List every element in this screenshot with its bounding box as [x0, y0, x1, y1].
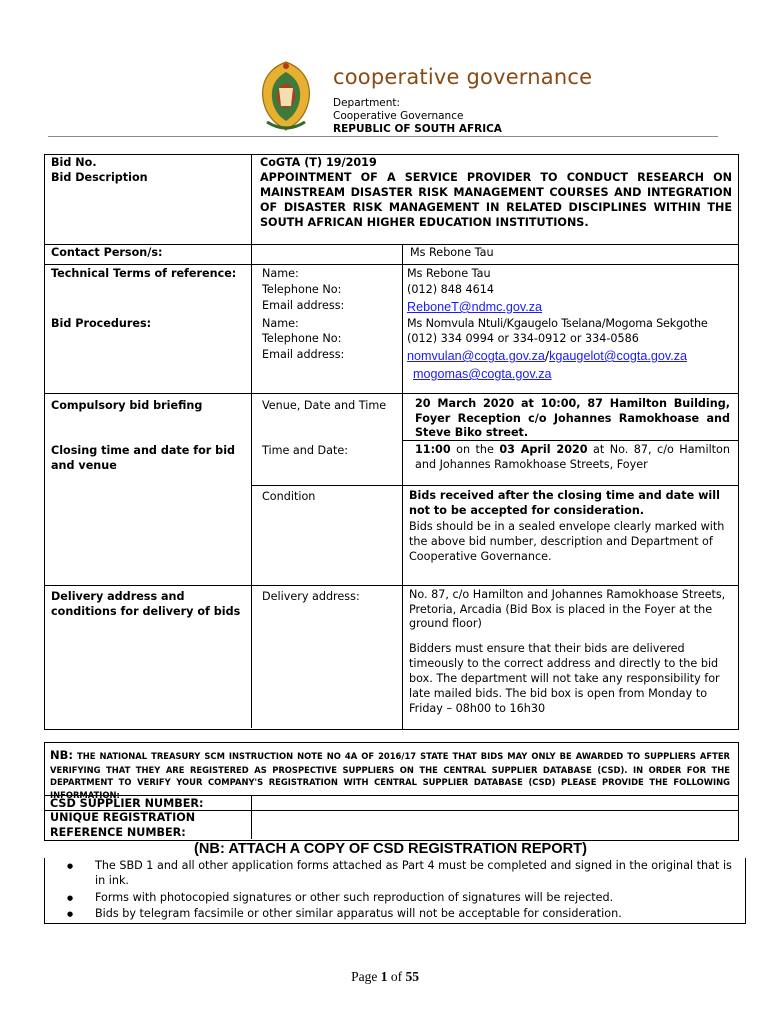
proc-email-line: [407, 348, 687, 365]
closing-time-value: [415, 443, 730, 472]
table-divider: [44, 244, 738, 245]
bid-procedures-label: Bid Procedures:: [51, 317, 152, 330]
closing-date: 03 April 2020: [499, 443, 588, 456]
proc-email-link-1[interactable]: nomvulan@cogta.gov.za: [407, 349, 545, 363]
tech-name-label: Name:: [262, 267, 299, 280]
closing-time-mid-label: Time and Date:: [262, 444, 349, 457]
list-item: ● The SBD 1 and all other application forms attached as Part 4 must be completed and signed in the original that is in ink.: [67, 859, 732, 887]
tech-telephone-label: Telephone No:: [262, 283, 342, 296]
reference-number-label: REFERENCE NUMBER:: [50, 826, 186, 839]
tech-name-value: Ms Rebone Tau: [407, 267, 491, 280]
country-name: REPUBLIC OF SOUTH AFRICA: [333, 123, 502, 136]
contact-person-label: Contact Person/s:: [51, 246, 163, 259]
delivery-note: Bidders must ensure that their bids are delivered timeously to the correct address and directly to the bid box. The department will not take any responsibility for late mailed bids. The bid box is open from Monday to Friday – 08h00 to 16h30: [409, 642, 720, 715]
bid-no-label: Bid No.: [51, 156, 97, 169]
nb-notice-text: [44, 745, 736, 801]
bid-briefing-label: Compulsory bid briefing: [51, 399, 203, 412]
page-number: Page 1 of 55: [351, 969, 419, 984]
tech-telephone-value: (012) 848 4614: [407, 283, 495, 296]
condition-warning: Bids received after the closing time and date will not to be accepted for consideration.: [409, 489, 720, 517]
tech-email-label: Email address:: [262, 299, 345, 312]
unique-registration-label: UNIQUE REGISTRATION: [50, 811, 196, 824]
closing-time-label: Closing time and date for bid and venue: [51, 444, 236, 472]
bid-description-label: Bid Description: [51, 171, 148, 184]
bid-description-value: APPOINTMENT OF A SERVICE PROVIDER TO CONDUCT RESEARCH ON MAINSTREAM DISASTER RISK MANAGEMENT COURSES AND INTEGRATION OF DISASTER RISK MANAGEMENT IN RELATED DISCIPLINES WITHIN THE SOUTH AFRICAN HIGHER EDUCATION INSTITUTIONS.: [260, 171, 732, 229]
table-divider: [402, 244, 403, 729]
bullet-icon: ●: [67, 910, 74, 919]
list-item: ● Forms with photocopied signatures or other such reproduction of signatures will be rejected.: [67, 890, 614, 904]
closing-time: 11:00: [415, 443, 451, 456]
department-name-block: [333, 97, 502, 136]
csd-supplier-number-label: CSD SUPPLIER NUMBER:: [50, 797, 204, 810]
header-divider: [48, 136, 718, 137]
condition-label: Condition: [262, 490, 316, 503]
table-divider: [251, 154, 252, 728]
registration-reference-field[interactable]: [252, 811, 737, 839]
nb-prefix: NB:: [50, 748, 73, 762]
bid-no-value: CoGTA (T) 19/2019: [260, 156, 377, 169]
technical-terms-label: Technical Terms of reference:: [51, 267, 237, 280]
coat-of-arms-logo: [255, 58, 317, 136]
total-pages: 55: [405, 969, 419, 984]
nb-body: THE NATIONAL TREASURY SCM INSTRUCTION NOTE NO 4A OF 2016/17 STATE THAT BIDS MAY ONLY BE AWARDED TO SUPPLIERS AFTER VERIFYING THAT THEY ARE REGISTERED AS PROSPECTIVE SUPPLIERS ON THE CENTRAL SUPPLIER DATABASE (CSD). IN ORDER FOR THE DEPARTMENT TO VERIFY YOUR COMPANY'S REGISTRATION WITH CENTRAL SUPPLIER DATABASE (CSD) PLEASE PROVIDE THE FOLLOWING INFORMATION:: [50, 751, 730, 800]
bid-briefing-value: 20 March 2020 at 10:00, 87 Hamilton Building, Foyer Reception c/o Johannes Ramokhoase and Steve Biko street.: [415, 397, 730, 440]
notes-list: [44, 858, 746, 924]
current-page: 1: [380, 969, 388, 984]
tech-email-link[interactable]: ReboneT@ndmc.gov.za: [407, 300, 543, 314]
proc-email-link-3[interactable]: mogomas@cogta.gov.za: [413, 367, 552, 381]
table-divider: [44, 264, 738, 265]
nb-notice: [44, 745, 736, 801]
proc-name-label: Name:: [262, 317, 299, 330]
proc-name-value: Ms Nomvula Ntuli/Kgaugelo Tselana/Mogoma Sekgothe: [407, 317, 708, 330]
delivery-label: Delivery address and conditions for delivery of bids: [51, 590, 241, 618]
bullet-icon: ●: [67, 893, 74, 902]
delivery-address-label: Delivery address:: [262, 590, 360, 603]
closing-venue-text: at No. 87, c/o Hamilton and Johannes Ramokhoase Streets, Foyer: [415, 443, 730, 471]
email-separator: /: [544, 348, 550, 363]
table-divider: [44, 393, 738, 394]
csd-attach-heading: (NB: ATTACH A COPY OF CSD REGISTRATION REPORT): [194, 841, 587, 857]
bid-briefing-venue-label: Venue, Date and Time: [262, 399, 387, 412]
closing-on-text: on the: [450, 443, 500, 456]
proc-telephone-label: Telephone No:: [262, 332, 342, 345]
proc-email-link-2[interactable]: kgaugelot@cogta.gov.za: [549, 349, 688, 363]
delivery-address-value: No. 87, c/o Hamilton and Johannes Ramokhoase Streets, Pretoria, Arcadia (Bid Box is placed in the Foyer at the ground floor): [409, 588, 726, 631]
contact-person-value: Ms Rebone Tau: [410, 246, 494, 259]
csd-supplier-number-field[interactable]: [252, 796, 737, 810]
table-divider: [251, 485, 738, 486]
condition-text: Bids should be in a sealed envelope clearly marked with the above bid number, description and Department of Cooperative Governance.: [409, 520, 725, 563]
department-label: Department:: [333, 97, 401, 109]
bullet-icon: ●: [67, 862, 74, 870]
proc-telephone-value: (012) 334 0994 or 334-0912 or 334-0586: [407, 332, 639, 345]
list-item: ● Bids by telegram facsimile or other similar apparatus will not be acceptable for consideration.: [67, 907, 622, 921]
department-name: Cooperative Governance: [333, 110, 464, 123]
table-divider: [44, 585, 738, 586]
department-title: cooperative governance: [333, 65, 593, 89]
proc-email-label: Email address:: [262, 348, 345, 361]
